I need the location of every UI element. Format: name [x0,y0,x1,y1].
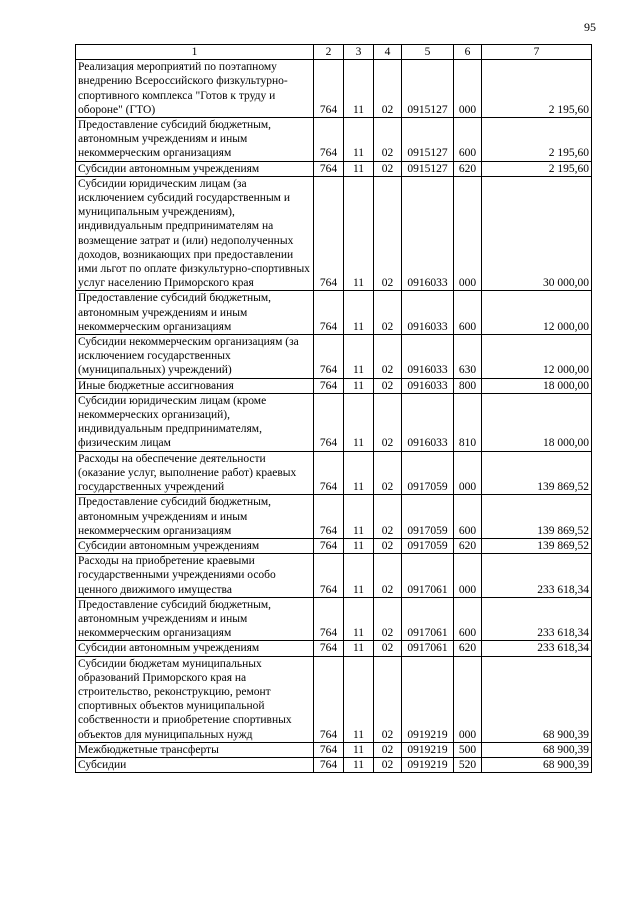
row-csr-cell: 0915127 [402,161,454,176]
row-pr-cell: 02 [374,393,402,451]
row-amount-cell: 68 900,39 [482,742,592,757]
row-vr-cell: 800 [454,378,482,393]
row-ved-cell: 764 [314,176,344,291]
row-vr-cell: 500 [454,742,482,757]
row-csr-cell: 0915127 [402,60,454,118]
row-vr-cell: 600 [454,495,482,539]
row-name-cell: Субсидии некоммерческим организациям (за исключением государственных (муниципальных) учреждений) [76,335,314,379]
table-row [76,161,592,176]
row-name-cell: Субсидии бюджетам муниципальных образований Приморского края на строительство, реконструкцию, ремонт спортивных объектов муниципальной собственности и приобретение спортивных объектов для муниципальных нужд [76,656,314,742]
row-rz-cell: 11 [344,597,374,641]
row-name-cell: Субсидии [76,757,314,772]
row-csr-cell: 0917059 [402,451,454,495]
column-header-pr: 4 [374,45,402,60]
row-name-cell: Предоставление субсидий бюджетным, автономным учреждениям и иным некоммерческим организациям [76,291,314,335]
row-csr-cell: 0919219 [402,757,454,772]
column-header-name: 1 [76,45,314,60]
row-amount-cell: 30 000,00 [482,176,592,291]
row-pr-cell: 02 [374,60,402,118]
column-header-rz: 3 [344,45,374,60]
row-amount-cell: 68 900,39 [482,656,592,742]
page-number: 95 [584,20,596,34]
row-ved-cell: 764 [314,393,344,451]
row-amount-cell: 233 618,34 [482,597,592,641]
row-vr-cell: 810 [454,393,482,451]
row-vr-cell: 520 [454,757,482,772]
row-amount-cell: 139 869,52 [482,538,592,553]
row-csr-cell: 0917061 [402,597,454,641]
header-row [76,45,592,60]
row-pr-cell: 02 [374,538,402,553]
row-ved-cell: 764 [314,378,344,393]
row-csr-cell: 0917061 [402,641,454,656]
table-row [76,176,592,291]
row-rz-cell: 11 [344,335,374,379]
row-ved-cell: 764 [314,161,344,176]
row-pr-cell: 02 [374,656,402,742]
row-rz-cell: 11 [344,393,374,451]
table-row [76,597,592,641]
table-row [76,291,592,335]
row-rz-cell: 11 [344,161,374,176]
row-rz-cell: 11 [344,291,374,335]
table-row [76,451,592,495]
row-rz-cell: 11 [344,554,374,598]
row-rz-cell: 11 [344,176,374,291]
row-amount-cell: 2 195,60 [482,161,592,176]
table-row [76,656,592,742]
row-ved-cell: 764 [314,118,344,162]
row-ved-cell: 764 [314,451,344,495]
row-vr-cell: 600 [454,597,482,641]
row-vr-cell: 630 [454,335,482,379]
column-header-vr: 6 [454,45,482,60]
table-row [76,538,592,553]
row-rz-cell: 11 [344,757,374,772]
column-header-csr: 5 [402,45,454,60]
table-row [76,118,592,162]
row-csr-cell: 0916033 [402,335,454,379]
row-amount-cell: 139 869,52 [482,451,592,495]
row-rz-cell: 11 [344,60,374,118]
row-rz-cell: 11 [344,538,374,553]
row-pr-cell: 02 [374,118,402,162]
row-rz-cell: 11 [344,378,374,393]
row-name-cell: Расходы на обеспечение деятельности (оказание услуг, выполнение работ) краевых государственных учреждений [76,451,314,495]
row-vr-cell: 000 [454,656,482,742]
row-ved-cell: 764 [314,597,344,641]
row-ved-cell: 764 [314,335,344,379]
row-csr-cell: 0919219 [402,656,454,742]
table-row [76,641,592,656]
row-vr-cell: 000 [454,554,482,598]
row-vr-cell: 620 [454,641,482,656]
table-row [76,495,592,539]
table-row [76,335,592,379]
row-amount-cell: 18 000,00 [482,393,592,451]
row-csr-cell: 0917059 [402,538,454,553]
row-amount-cell: 233 618,34 [482,641,592,656]
table-row [76,393,592,451]
row-csr-cell: 0919219 [402,742,454,757]
row-vr-cell: 620 [454,161,482,176]
row-ved-cell: 764 [314,757,344,772]
row-pr-cell: 02 [374,742,402,757]
row-pr-cell: 02 [374,554,402,598]
row-ved-cell: 764 [314,554,344,598]
row-pr-cell: 02 [374,757,402,772]
table-row [76,757,592,772]
row-vr-cell: 600 [454,291,482,335]
row-name-cell: Расходы на приобретение краевыми государственными учреждениями особо ценного движимого имущества [76,554,314,598]
row-name-cell: Предоставление субсидий бюджетным, автономным учреждениям и иным некоммерческим организациям [76,118,314,162]
row-name-cell: Субсидии автономным учреждениям [76,538,314,553]
row-name-cell: Предоставление субсидий бюджетным, автономным учреждениям и иным некоммерческим организациям [76,495,314,539]
row-rz-cell: 11 [344,641,374,656]
row-name-cell: Иные бюджетные ассигнования [76,378,314,393]
row-csr-cell: 0917061 [402,554,454,598]
row-rz-cell: 11 [344,742,374,757]
row-pr-cell: 02 [374,451,402,495]
row-csr-cell: 0916033 [402,378,454,393]
row-name-cell: Субсидии юридическим лицам (кроме некоммерческих организаций), индивидуальным предпринимателям, физическим лицам [76,393,314,451]
budget-table [75,44,592,773]
row-pr-cell: 02 [374,335,402,379]
row-csr-cell: 0915127 [402,118,454,162]
row-ved-cell: 764 [314,742,344,757]
table-row [76,554,592,598]
row-amount-cell: 139 869,52 [482,495,592,539]
column-header-ved: 2 [314,45,344,60]
table-row [76,378,592,393]
row-name-cell: Субсидии юридическим лицам (за исключением субсидий государственным и муниципальным учреждениям), индивидуальным предпринимателям на возмещение затрат и (или) недополученных доходов, возникающих при предоставлении ими льгот по оплате физкультурно-спортивных услуг населению Приморского края [76,176,314,291]
row-ved-cell: 764 [314,641,344,656]
row-name-cell: Реализация мероприятий по поэтапному внедрению Всероссийского физкультурно-спортивного комплекса "Готов к труду и обороне" (ГТО) [76,60,314,118]
row-amount-cell: 2 195,60 [482,118,592,162]
row-pr-cell: 02 [374,495,402,539]
row-pr-cell: 02 [374,161,402,176]
row-name-cell: Межбюджетные трансферты [76,742,314,757]
row-pr-cell: 02 [374,291,402,335]
row-amount-cell: 12 000,00 [482,291,592,335]
row-vr-cell: 000 [454,60,482,118]
table-body [76,60,592,773]
row-csr-cell: 0917059 [402,495,454,539]
row-name-cell: Предоставление субсидий бюджетным, автономным учреждениям и иным некоммерческим организациям [76,597,314,641]
column-header-amount: 7 [482,45,592,60]
row-pr-cell: 02 [374,378,402,393]
row-csr-cell: 0916033 [402,291,454,335]
row-name-cell: Субсидии автономным учреждениям [76,161,314,176]
row-pr-cell: 02 [374,641,402,656]
row-rz-cell: 11 [344,656,374,742]
row-rz-cell: 11 [344,118,374,162]
row-vr-cell: 620 [454,538,482,553]
row-amount-cell: 18 000,00 [482,378,592,393]
row-csr-cell: 0916033 [402,393,454,451]
table-row [76,742,592,757]
row-ved-cell: 764 [314,656,344,742]
row-pr-cell: 02 [374,176,402,291]
row-ved-cell: 764 [314,60,344,118]
row-vr-cell: 000 [454,451,482,495]
row-ved-cell: 764 [314,495,344,539]
row-ved-cell: 764 [314,291,344,335]
row-amount-cell: 12 000,00 [482,335,592,379]
row-ved-cell: 764 [314,538,344,553]
row-vr-cell: 000 [454,176,482,291]
row-vr-cell: 600 [454,118,482,162]
row-amount-cell: 2 195,60 [482,60,592,118]
table-row [76,60,592,118]
row-rz-cell: 11 [344,495,374,539]
row-amount-cell: 233 618,34 [482,554,592,598]
row-amount-cell: 68 900,39 [482,757,592,772]
row-csr-cell: 0916033 [402,176,454,291]
row-pr-cell: 02 [374,597,402,641]
row-name-cell: Субсидии автономным учреждениям [76,641,314,656]
row-rz-cell: 11 [344,451,374,495]
